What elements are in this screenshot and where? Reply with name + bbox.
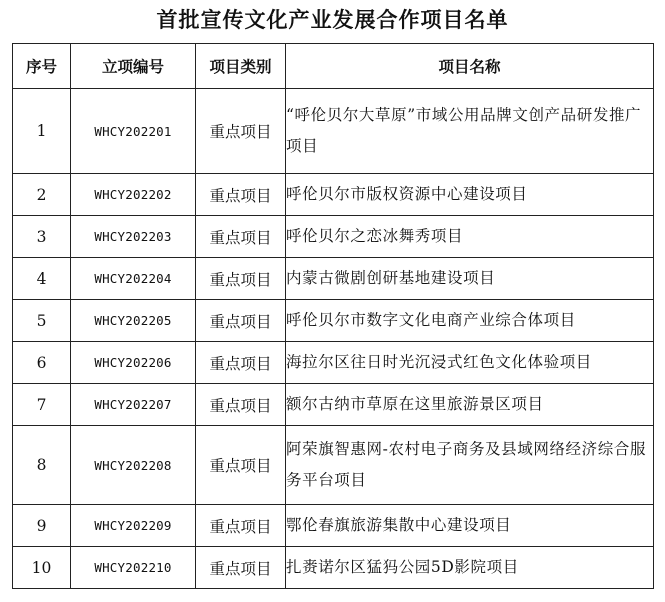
row-number: 9: [13, 505, 71, 547]
project-category: 重点项目: [196, 426, 286, 505]
table-row: [13, 216, 654, 258]
project-category: 重点项目: [196, 89, 286, 174]
project-code: WHCY202206: [71, 342, 196, 384]
project-name: 海拉尔区往日时光沉浸式红色文化体验项目: [286, 342, 654, 384]
row-number: 5: [13, 300, 71, 342]
row-number: 7: [13, 384, 71, 426]
project-name: 呼伦贝尔市数字文化电商产业综合体项目: [286, 300, 654, 342]
project-name: 额尔古纳市草原在这里旅游景区项目: [286, 384, 654, 426]
row-number: 10: [13, 547, 71, 589]
project-code: WHCY202205: [71, 300, 196, 342]
table-row: [13, 258, 654, 300]
project-code: WHCY202207: [71, 384, 196, 426]
table-row: [13, 342, 654, 384]
project-code: WHCY202210: [71, 547, 196, 589]
project-name: “呼伦贝尔大草原”市域公用品牌文创产品研发推广项目: [286, 89, 654, 174]
project-category: 重点项目: [196, 258, 286, 300]
project-name: 阿荣旗智惠网-农村电子商务及县域网络经济综合服务平台项目: [286, 426, 654, 505]
project-category: 重点项目: [196, 384, 286, 426]
column-header-name: 项目名称: [286, 44, 654, 89]
table-row: [13, 547, 654, 589]
column-header-no: 序号: [13, 44, 71, 89]
project-category: 重点项目: [196, 505, 286, 547]
row-number: 4: [13, 258, 71, 300]
row-number: 2: [13, 174, 71, 216]
project-name: 鄂伦春旗旅游集散中心建设项目: [286, 505, 654, 547]
table-row: [13, 505, 654, 547]
row-number: 6: [13, 342, 71, 384]
table-row: [13, 174, 654, 216]
table-row: [13, 384, 654, 426]
table-header-row: [13, 44, 654, 89]
table-row: [13, 300, 654, 342]
row-number: 8: [13, 426, 71, 505]
project-name: 呼伦贝尔之恋冰舞秀项目: [286, 216, 654, 258]
project-category: 重点项目: [196, 300, 286, 342]
project-name: 呼伦贝尔市版权资源中心建设项目: [286, 174, 654, 216]
table-row: [13, 426, 654, 505]
project-code: WHCY202208: [71, 426, 196, 505]
column-header-category: 项目类别: [196, 44, 286, 89]
project-name: 内蒙古微剧创研基地建设项目: [286, 258, 654, 300]
project-category: 重点项目: [196, 174, 286, 216]
column-header-code: 立项编号: [71, 44, 196, 89]
page-title: 首批宣传文化产业发展合作项目名单: [156, 8, 509, 32]
row-number: 3: [13, 216, 71, 258]
project-category: 重点项目: [196, 216, 286, 258]
row-number: 1: [13, 89, 71, 174]
project-code: WHCY202209: [71, 505, 196, 547]
project-name: 扎赉诺尔区猛犸公园5D影院项目: [286, 547, 654, 589]
project-list-table: [12, 43, 654, 589]
project-code: WHCY202201: [71, 89, 196, 174]
project-code: WHCY202202: [71, 174, 196, 216]
project-code: WHCY202204: [71, 258, 196, 300]
project-code: WHCY202203: [71, 216, 196, 258]
project-category: 重点项目: [196, 547, 286, 589]
table-row: [13, 89, 654, 174]
project-category: 重点项目: [196, 342, 286, 384]
